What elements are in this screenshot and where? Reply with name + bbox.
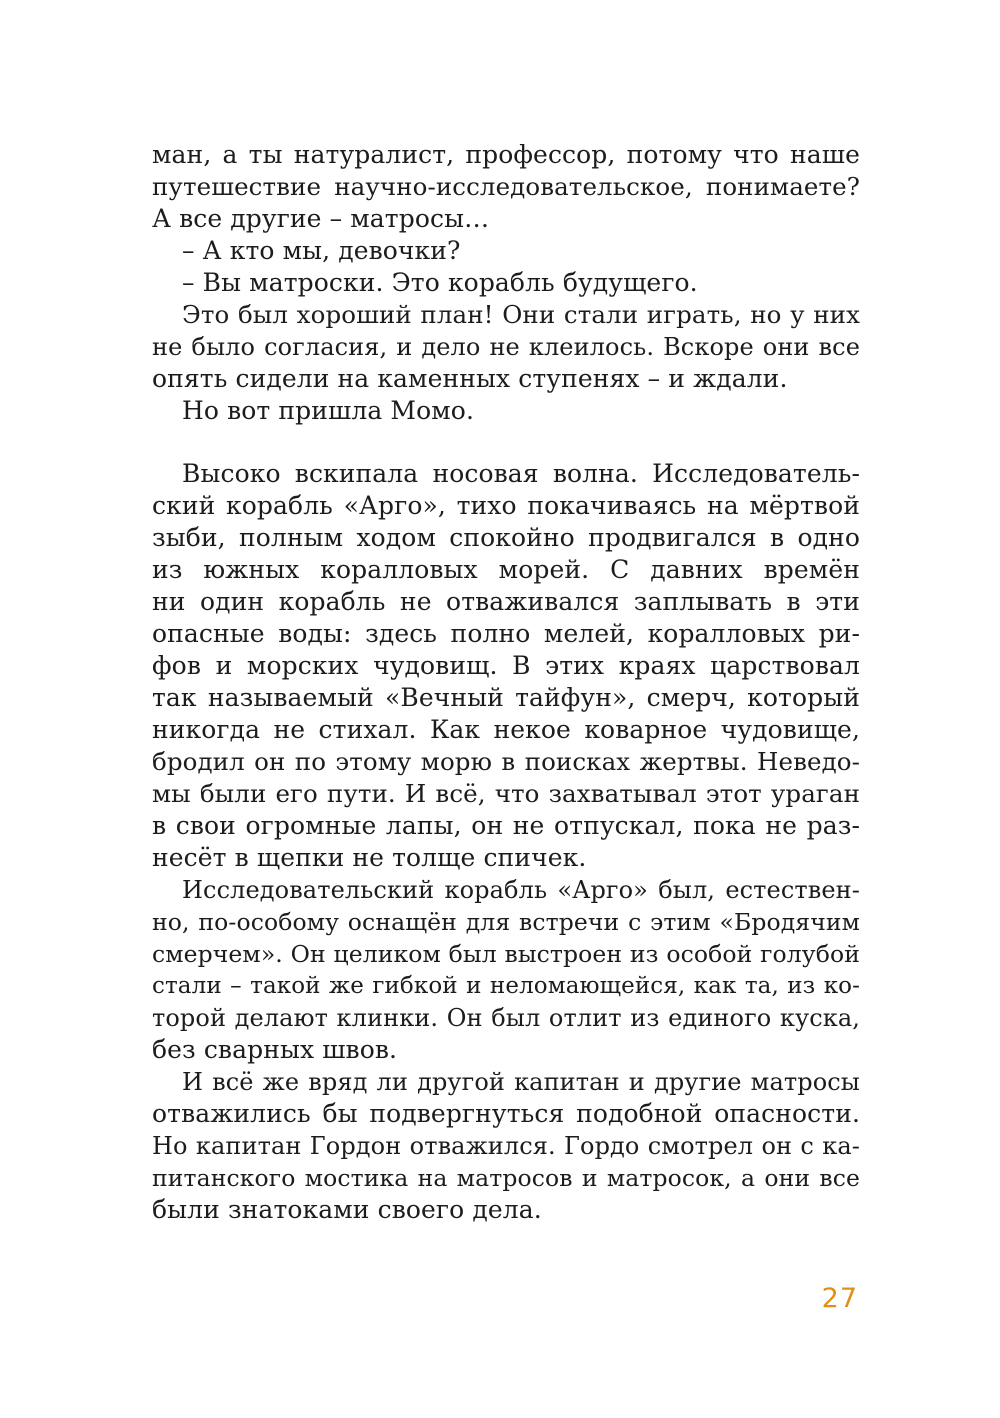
text-line: несёт в щепки не толще спичек. xyxy=(152,843,587,872)
page-number: 27 xyxy=(821,1283,858,1314)
text-line: в свои огромные лапы, он не отпускал, пока не раз- xyxy=(152,811,860,840)
text-line: Но капитан Гордон отважился. Гордо смотрел он с ка- xyxy=(152,1132,860,1160)
text-block-upper xyxy=(152,139,860,427)
text-line: из южных коралловых морей. С давних времён xyxy=(152,555,860,584)
text-line: но, по-особому оснащён для встречи с этим «Бродячим xyxy=(152,908,860,936)
text-line: ни один корабль не отваживался заплывать в эти xyxy=(152,587,860,616)
text-line: путешествие научно-исследовательское, понимаете? xyxy=(152,172,860,201)
text-line: – А кто мы, девочки? xyxy=(182,236,461,265)
text-line: были знатоками своего дела. xyxy=(152,1195,542,1224)
text-line: Высоко вскипала носовая волна. Исследователь- xyxy=(182,459,860,488)
text-line: фов и морских чудовищ. В этих краях царствовал xyxy=(152,651,860,680)
text-line: без сварных швов. xyxy=(152,1035,398,1064)
text-line: опять сидели на каменных ступенях – и ждали. xyxy=(152,364,788,393)
text-line: – Вы матроски. Это корабль будущего. xyxy=(182,268,698,297)
text-line: опасные воды: здесь полно мелей, коралловых ри- xyxy=(152,619,860,648)
text-line: так называемый «Вечный тайфун», смерч, который xyxy=(152,683,860,712)
text-line: никогда не стихал. Как некое коварное чудовище, xyxy=(152,715,860,744)
text-line: ский корабль «Арго», тихо покачиваясь на мёртвой xyxy=(152,491,860,520)
text-line: не было согласия, и дело не клеилось. Вскоре они все xyxy=(152,333,860,361)
text-line: ман, а ты натуралист, профессор, потому что наше xyxy=(152,140,860,169)
text-line: Это был хороший план! Они стали играть, но у них xyxy=(182,300,860,329)
text-line: питанского мостика на матросов и матросок, а они все xyxy=(152,1164,860,1192)
text-line: Но вот пришла Момо. xyxy=(182,396,474,425)
text-line: И всё же вряд ли другой капитан и другие матросы xyxy=(182,1068,860,1096)
text-line: бродил он по этому морю в поисках жертвы. Неведо- xyxy=(152,747,860,776)
text-line: зыби, полным ходом спокойно продвигался в одно xyxy=(152,523,860,552)
text-line: стали – такой же гибкой и неломающейся, как та, из ко- xyxy=(152,973,860,999)
text-line: смерчем». Он целиком был выстроен из особой голубой xyxy=(152,940,860,968)
text-line: мы были его пути. И всё, что захватывал этот ураган xyxy=(152,779,860,808)
text-line: отважились бы подвергнуться подобной опасности. xyxy=(152,1099,860,1128)
text-block-lower xyxy=(152,458,860,1226)
text-line: А все другие – матросы… xyxy=(152,204,490,233)
text-line: Исследовательский корабль «Арго» был, естествен- xyxy=(182,876,860,904)
text-line: торой делают клинки. Он был отлит из единого куска, xyxy=(152,1004,860,1032)
